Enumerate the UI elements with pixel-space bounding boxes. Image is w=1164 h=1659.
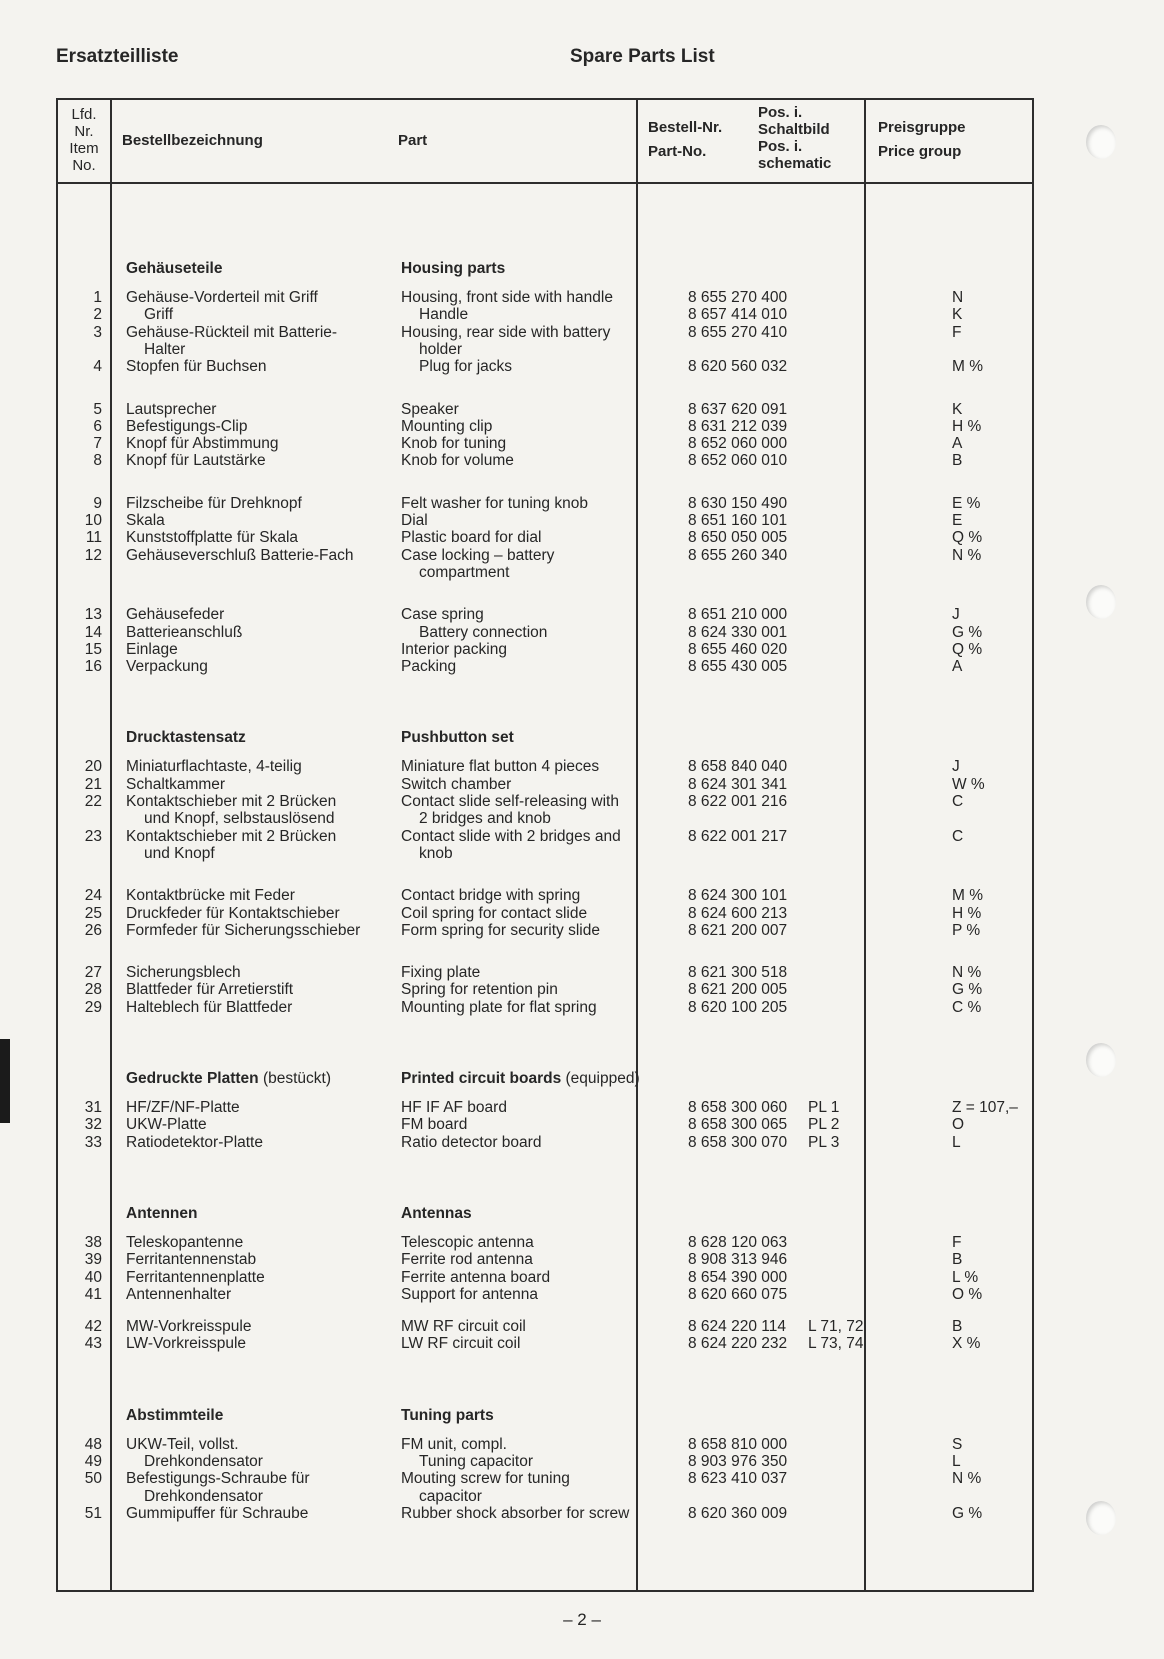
column-divider bbox=[864, 100, 866, 1590]
part-number: 8 655 270 400 bbox=[688, 289, 788, 306]
item-number: 10 bbox=[84, 512, 102, 529]
price-group: O % bbox=[952, 1285, 983, 1303]
price-group: M % bbox=[952, 358, 983, 376]
english-part: Spring for retention pin bbox=[401, 981, 558, 999]
header-position: Pos. i. Schaltbild Pos. i. schematic bbox=[758, 104, 832, 172]
column-divider bbox=[636, 100, 638, 1590]
part-number: 8 658 300 065 bbox=[688, 1116, 788, 1134]
price-group: N bbox=[952, 289, 964, 306]
item-number: 42 bbox=[84, 1318, 102, 1336]
price-group: B bbox=[952, 1318, 963, 1336]
english-part: Battery connection bbox=[419, 623, 548, 641]
english-part: capacitor bbox=[419, 1487, 482, 1505]
english-part: Contact slide with 2 bridges and bbox=[401, 827, 621, 845]
item-number: 24 bbox=[84, 887, 102, 905]
punch-hole bbox=[1086, 1501, 1116, 1535]
item-number: 3 bbox=[93, 323, 102, 341]
english-part: Housing, front side with handle bbox=[401, 289, 613, 306]
section-title-german: Drucktastensatz bbox=[126, 729, 246, 747]
german-designation: UKW-Platte bbox=[126, 1116, 207, 1134]
item-number: 16 bbox=[84, 658, 102, 676]
german-designation: Befestigungs-Schraube für bbox=[126, 1470, 310, 1488]
english-part: Ratio detector board bbox=[401, 1133, 542, 1151]
item-number: 7 bbox=[93, 435, 102, 453]
part-number: 8 655 260 340 bbox=[688, 546, 788, 564]
english-part: knob bbox=[419, 844, 453, 862]
section-title-english: Tuning parts bbox=[401, 1406, 494, 1424]
part-number: 8 658 810 000 bbox=[688, 1435, 788, 1453]
german-designation: Schaltkammer bbox=[126, 775, 226, 793]
german-designation: Batterieanschluß bbox=[126, 623, 243, 641]
price-group: C bbox=[952, 793, 964, 810]
english-part: Rubber shock absorber for screw bbox=[401, 1504, 630, 1522]
price-group: L % bbox=[952, 1268, 979, 1286]
english-part: Interior packing bbox=[401, 640, 507, 658]
price-group: S bbox=[952, 1435, 963, 1453]
english-part: Knob for tuning bbox=[401, 435, 507, 453]
item-number: 5 bbox=[93, 400, 102, 418]
item-number: 8 bbox=[93, 452, 102, 470]
german-designation: Formfeder für Sicherungsschieber bbox=[126, 921, 361, 939]
item-number: 4 bbox=[93, 358, 102, 376]
item-number: 1 bbox=[93, 289, 102, 306]
item-number: 27 bbox=[84, 964, 102, 982]
german-designation: und Knopf, selbstauslösend bbox=[144, 810, 335, 828]
price-group: G % bbox=[952, 1504, 983, 1522]
page-title-german: Ersatzteilliste bbox=[56, 46, 179, 67]
price-group: G % bbox=[952, 981, 983, 999]
part-number: 8 620 100 205 bbox=[688, 998, 788, 1016]
part-number: 8 658 300 070 bbox=[688, 1133, 788, 1151]
part-number: 8 624 220 232 bbox=[688, 1335, 788, 1353]
item-number: 15 bbox=[84, 640, 102, 658]
header-designation: Bestellbezeichnung bbox=[122, 132, 263, 149]
item-number: 25 bbox=[84, 904, 102, 922]
german-designation: Befestigungs-Clip bbox=[126, 417, 248, 435]
part-number: 8 655 270 410 bbox=[688, 323, 788, 341]
german-designation: Gummipuffer für Schraube bbox=[126, 1504, 309, 1522]
german-designation: HF/ZF/NF-Platte bbox=[126, 1099, 240, 1116]
german-designation: Kontaktbrücke mit Feder bbox=[126, 887, 295, 905]
english-part: compartment bbox=[419, 563, 510, 581]
part-number: 8 622 001 216 bbox=[688, 793, 788, 810]
english-part: Packing bbox=[401, 658, 457, 676]
english-part: Form spring for security slide bbox=[401, 921, 600, 939]
price-group: C bbox=[952, 827, 964, 845]
price-group: B bbox=[952, 452, 963, 470]
german-designation: Knopf für Lautstärke bbox=[126, 452, 266, 470]
price-group: K bbox=[952, 400, 963, 418]
price-group: J bbox=[952, 758, 960, 776]
english-part: Mounting clip bbox=[401, 417, 493, 435]
german-designation: und Knopf bbox=[144, 844, 215, 862]
item-number: 50 bbox=[84, 1470, 102, 1488]
english-part: Fixing plate bbox=[401, 964, 481, 982]
german-designation: Miniaturflachtaste, 4-teilig bbox=[126, 758, 302, 776]
item-number: 23 bbox=[84, 827, 102, 845]
item-number: 38 bbox=[84, 1233, 102, 1251]
price-group: H % bbox=[952, 904, 982, 922]
section-title-english: Printed circuit boards (equipped) bbox=[401, 1070, 640, 1087]
schematic-position: L 71, 72 bbox=[808, 1318, 864, 1336]
english-part: 2 bridges and knob bbox=[419, 810, 551, 828]
item-number: 2 bbox=[93, 306, 102, 324]
page-title-english: Spare Parts List bbox=[570, 46, 715, 67]
column-divider bbox=[110, 100, 112, 1590]
german-designation: Teleskopantenne bbox=[126, 1233, 244, 1251]
price-group: M % bbox=[952, 887, 983, 905]
price-group: C % bbox=[952, 998, 982, 1016]
spare-parts-table bbox=[56, 98, 1034, 1592]
english-part: Felt washer for tuning knob bbox=[401, 494, 588, 512]
part-number: 8 624 600 213 bbox=[688, 904, 788, 922]
part-number: 8 628 120 063 bbox=[688, 1233, 788, 1251]
price-group: Q % bbox=[952, 640, 983, 658]
price-group: O bbox=[952, 1116, 965, 1134]
part-number: 8 655 460 020 bbox=[688, 640, 788, 658]
price-group: F bbox=[952, 323, 962, 341]
item-number: 14 bbox=[84, 623, 102, 641]
german-designation: Blattfeder für Arretierstift bbox=[126, 981, 294, 999]
part-number: 8 650 050 005 bbox=[688, 529, 788, 547]
part-number: 8 620 560 032 bbox=[688, 358, 788, 376]
item-number: 31 bbox=[84, 1099, 102, 1116]
punch-hole bbox=[1086, 585, 1116, 619]
english-part: Support for antenna bbox=[401, 1285, 539, 1303]
german-designation: Filzscheibe für Drehknopf bbox=[126, 494, 302, 512]
english-part: Knob for volume bbox=[401, 452, 514, 470]
price-group: W % bbox=[952, 775, 985, 793]
german-designation: Gehäuse-Vorderteil mit Griff bbox=[126, 289, 318, 306]
schematic-position: PL 1 bbox=[808, 1099, 840, 1116]
item-number: 48 bbox=[84, 1435, 102, 1453]
german-designation: LW-Vorkreisspule bbox=[126, 1335, 247, 1353]
german-designation: Antennenhalter bbox=[126, 1285, 232, 1303]
english-part: Plastic board for dial bbox=[401, 529, 542, 547]
price-group: A bbox=[952, 435, 963, 453]
part-number: 8 620 660 075 bbox=[688, 1285, 788, 1303]
part-number: 8 654 390 000 bbox=[688, 1268, 788, 1286]
item-number: 43 bbox=[84, 1335, 102, 1353]
price-group: A bbox=[952, 658, 963, 676]
header-part-no: Bestell-Nr. Part-No. bbox=[648, 119, 723, 160]
part-number: 8 623 410 037 bbox=[688, 1470, 788, 1488]
part-number: 8 622 001 217 bbox=[688, 827, 788, 845]
german-designation: Skala bbox=[126, 512, 165, 529]
german-designation: Kontaktschieber mit 2 Brücken bbox=[126, 827, 337, 845]
german-designation: Gehäusefeder bbox=[126, 606, 225, 624]
price-group: G % bbox=[952, 623, 983, 641]
part-number: 8 631 212 039 bbox=[688, 417, 788, 435]
german-designation: Ferritantennenplatte bbox=[126, 1268, 265, 1286]
header-part: Part bbox=[398, 132, 428, 149]
german-designation: Knopf für Abstimmung bbox=[126, 435, 279, 453]
english-part: Ferrite rod antenna bbox=[401, 1251, 533, 1269]
price-group: N % bbox=[952, 964, 982, 982]
part-number: 8 621 200 005 bbox=[688, 981, 788, 999]
page-edge-marker bbox=[0, 1039, 10, 1123]
item-number: 28 bbox=[84, 981, 102, 999]
part-number: 8 630 150 490 bbox=[688, 494, 788, 512]
english-part: Speaker bbox=[401, 400, 459, 418]
part-number: 8 903 976 350 bbox=[688, 1453, 788, 1470]
german-designation: Stopfen für Buchsen bbox=[126, 358, 267, 376]
english-part: Telescopic antenna bbox=[401, 1233, 534, 1251]
german-designation: Kontaktschieber mit 2 Brücken bbox=[126, 793, 337, 810]
german-designation: MW-Vorkreisspule bbox=[126, 1318, 252, 1336]
item-number: 29 bbox=[84, 998, 102, 1016]
page-number: – 2 – bbox=[563, 1610, 601, 1629]
price-group: P % bbox=[952, 921, 981, 939]
english-part: Contact bridge with spring bbox=[401, 887, 581, 905]
part-number: 8 624 220 114 bbox=[688, 1318, 786, 1336]
english-part: Mouting screw for tuning bbox=[401, 1470, 570, 1488]
english-part: FM unit, compl. bbox=[401, 1435, 507, 1453]
item-number: 21 bbox=[84, 775, 102, 793]
price-group: E % bbox=[952, 494, 981, 512]
english-part: Plug for jacks bbox=[419, 358, 513, 376]
english-part: Switch chamber bbox=[401, 775, 512, 793]
section-title-german: Abstimmteile bbox=[126, 1406, 224, 1424]
part-number: 8 658 840 040 bbox=[688, 758, 788, 776]
english-part: Miniature flat button 4 pieces bbox=[401, 758, 600, 776]
english-part: Case locking – battery bbox=[401, 546, 555, 564]
part-number: 8 624 301 341 bbox=[688, 775, 788, 793]
item-number: 26 bbox=[84, 921, 102, 939]
section-title-english: Housing parts bbox=[401, 260, 506, 277]
english-part: Case spring bbox=[401, 606, 484, 624]
price-group: F bbox=[952, 1233, 962, 1251]
item-number: 40 bbox=[84, 1268, 102, 1286]
part-number: 8 651 210 000 bbox=[688, 606, 788, 624]
schematic-position: L 73, 74 bbox=[808, 1335, 864, 1353]
item-number: 33 bbox=[84, 1133, 102, 1151]
part-number: 8 651 160 101 bbox=[688, 512, 788, 529]
german-designation: Verpackung bbox=[126, 658, 208, 676]
part-number: 8 624 330 001 bbox=[688, 623, 788, 641]
part-number: 8 621 200 007 bbox=[688, 921, 788, 939]
price-group: E bbox=[952, 512, 963, 529]
schematic-position: PL 3 bbox=[808, 1133, 840, 1151]
english-part: FM board bbox=[401, 1116, 468, 1134]
english-part: HF IF AF board bbox=[401, 1099, 507, 1116]
item-number: 22 bbox=[84, 793, 102, 810]
section-title-german: Gedruckte Platten (bestückt) bbox=[126, 1070, 332, 1087]
price-group: L bbox=[952, 1133, 961, 1151]
english-part: Ferrite antenna board bbox=[401, 1268, 551, 1286]
section-title-german: Gehäuseteile bbox=[126, 260, 223, 277]
english-part: Contact slide self-releasing with bbox=[401, 793, 619, 810]
punch-hole bbox=[1086, 1043, 1116, 1077]
header-divider bbox=[58, 182, 1032, 184]
item-number: 6 bbox=[93, 417, 102, 435]
header-item-no: Lfd. Nr. Item No. bbox=[69, 106, 99, 174]
german-designation: Griff bbox=[144, 306, 173, 324]
german-designation: Sicherungsblech bbox=[126, 964, 241, 982]
item-number: 51 bbox=[84, 1504, 102, 1522]
punch-hole bbox=[1086, 125, 1116, 159]
english-part: Housing, rear side with battery bbox=[401, 323, 611, 341]
german-designation: Halteblech für Blattfeder bbox=[126, 998, 293, 1016]
part-number: 8 658 300 060 bbox=[688, 1099, 788, 1116]
english-part: Coil spring for contact slide bbox=[401, 904, 588, 922]
part-number: 8 908 313 946 bbox=[688, 1251, 788, 1269]
part-number: 8 657 414 010 bbox=[688, 306, 788, 324]
section-title-english: Antennas bbox=[401, 1204, 472, 1222]
price-group: H % bbox=[952, 417, 982, 435]
schematic-position: PL 2 bbox=[808, 1116, 840, 1134]
price-group: N % bbox=[952, 1470, 982, 1488]
item-number: 41 bbox=[84, 1285, 102, 1303]
german-designation: Drehkondensator bbox=[144, 1453, 263, 1470]
german-designation: Druckfeder für Kontaktschieber bbox=[126, 904, 340, 922]
german-designation: Gehäuse-Rückteil mit Batterie- bbox=[126, 323, 338, 341]
part-number: 8 655 430 005 bbox=[688, 658, 788, 676]
part-number: 8 637 620 091 bbox=[688, 400, 788, 418]
section-title-german: Antennen bbox=[126, 1204, 198, 1222]
german-designation: Ratiodetektor-Platte bbox=[126, 1133, 263, 1151]
item-number: 11 bbox=[85, 529, 102, 547]
item-number: 20 bbox=[84, 758, 102, 776]
english-part: holder bbox=[419, 340, 463, 358]
english-part: Handle bbox=[419, 306, 469, 324]
german-designation: Lautsprecher bbox=[126, 400, 217, 418]
part-number: 8 652 060 010 bbox=[688, 452, 788, 470]
price-group: B bbox=[952, 1251, 963, 1269]
price-group: Z = 107,– bbox=[952, 1099, 1018, 1116]
german-designation: UKW-Teil, vollst. bbox=[126, 1435, 239, 1453]
section-title-english: Pushbutton set bbox=[401, 729, 514, 747]
item-number: 12 bbox=[84, 546, 102, 564]
part-number: 8 620 360 009 bbox=[688, 1504, 788, 1522]
item-number: 9 bbox=[93, 494, 102, 512]
german-designation: Halter bbox=[144, 340, 186, 358]
german-designation: Gehäuseverschluß Batterie-Fach bbox=[126, 546, 354, 564]
english-part: Mounting plate for flat spring bbox=[401, 998, 597, 1016]
german-designation: Kunststoffplatte für Skala bbox=[126, 529, 299, 547]
german-designation: Einlage bbox=[126, 640, 178, 658]
english-part: MW RF circuit coil bbox=[401, 1318, 526, 1336]
part-number: 8 624 300 101 bbox=[688, 887, 788, 905]
item-number: 39 bbox=[84, 1251, 102, 1269]
price-group: L bbox=[952, 1453, 961, 1470]
part-number: 8 621 300 518 bbox=[688, 964, 788, 982]
price-group: X % bbox=[952, 1335, 981, 1353]
english-part: LW RF circuit coil bbox=[401, 1335, 521, 1353]
german-designation: Ferritantennenstab bbox=[126, 1251, 257, 1269]
item-number: 13 bbox=[84, 606, 102, 624]
english-part: Dial bbox=[401, 512, 428, 529]
item-number: 49 bbox=[84, 1453, 102, 1470]
price-group: Q % bbox=[952, 529, 983, 547]
header-price-group: Preisgruppe Price group bbox=[878, 119, 966, 160]
price-group: K bbox=[952, 306, 963, 324]
item-number: 32 bbox=[84, 1116, 102, 1134]
part-number: 8 652 060 000 bbox=[688, 435, 788, 453]
price-group: J bbox=[952, 606, 960, 624]
german-designation: Drehkondensator bbox=[144, 1487, 263, 1505]
english-part: Tuning capacitor bbox=[419, 1453, 534, 1470]
price-group: N % bbox=[952, 546, 982, 564]
